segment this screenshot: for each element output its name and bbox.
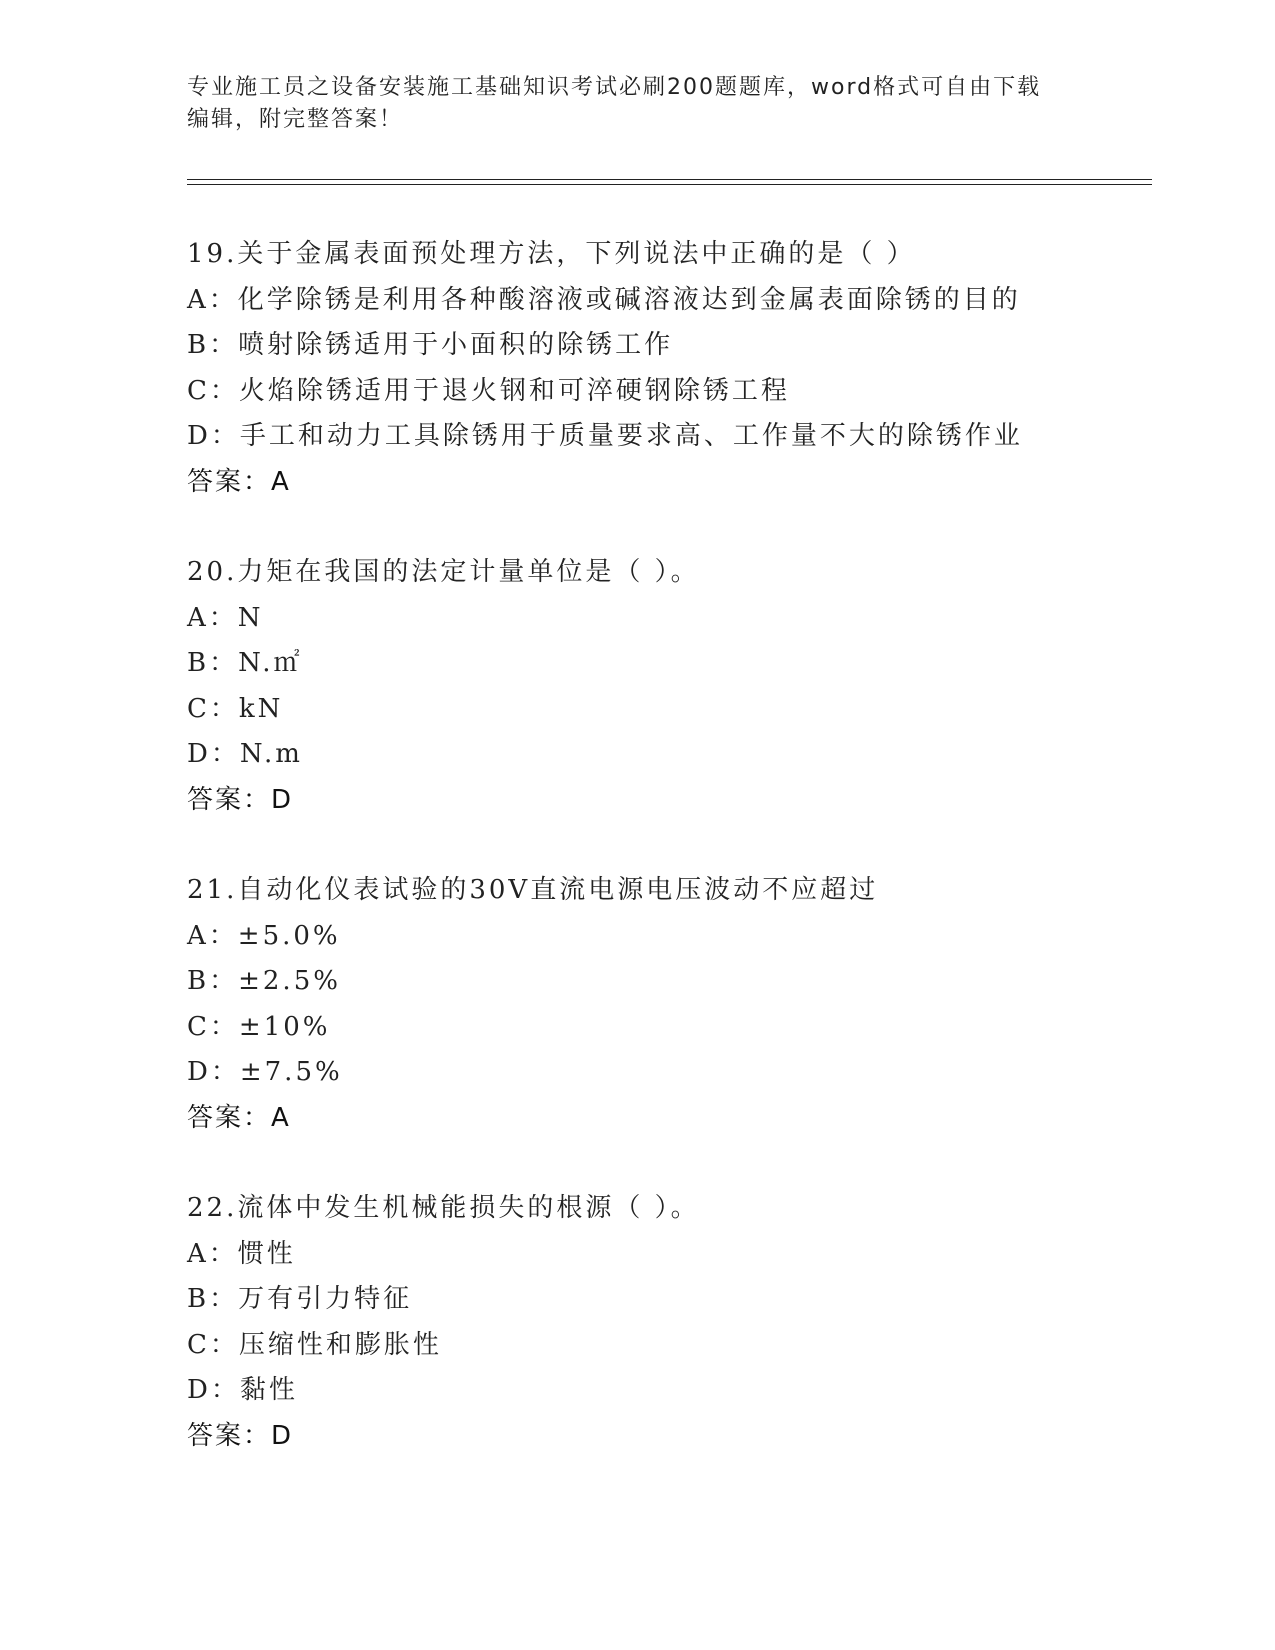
question-stem: 19.关于金属表面预处理方法，下列说法中正确的是（ ） bbox=[187, 239, 916, 269]
question-19 bbox=[187, 232, 1137, 505]
option-label: C： bbox=[187, 1011, 239, 1042]
option-label: A： bbox=[187, 920, 238, 951]
question-21 bbox=[187, 868, 1137, 1141]
option-text: 压缩性和膨胀性 bbox=[238, 1329, 442, 1360]
option-label: A： bbox=[187, 1238, 238, 1269]
option-label: B： bbox=[187, 1284, 239, 1314]
question-22 bbox=[187, 1186, 1137, 1459]
option-text: 万有引力特征 bbox=[238, 1284, 413, 1314]
option-text: ±10% bbox=[238, 1011, 331, 1042]
option-label: D： bbox=[187, 1057, 240, 1087]
question-stem: 22.流体中发生机械能损失的根源（ ）。 bbox=[187, 1193, 700, 1223]
option-text: N.m bbox=[239, 739, 303, 769]
option-text: N bbox=[237, 602, 264, 633]
header-line-2: 编辑，附完整答案！ bbox=[187, 107, 404, 132]
option-c bbox=[187, 1323, 1137, 1369]
option-label: D： bbox=[187, 739, 240, 769]
option-c bbox=[187, 687, 1137, 733]
option-b bbox=[187, 641, 1137, 687]
question-stem: 20.力矩在我国的法定计量单位是（ ）。 bbox=[187, 557, 700, 587]
option-a bbox=[187, 1232, 1137, 1278]
option-text: 黏性 bbox=[239, 1375, 298, 1405]
option-b bbox=[187, 323, 1137, 369]
document-header bbox=[187, 72, 1087, 136]
option-b bbox=[187, 1277, 1137, 1323]
option-text: N.㎡ bbox=[238, 648, 303, 678]
option-label: B： bbox=[187, 648, 239, 678]
option-a bbox=[187, 914, 1137, 960]
header-line-1: 专业施工员之设备安装施工基础知识考试必刷200题题库，word格式可自由下载 bbox=[187, 75, 1042, 100]
option-d bbox=[187, 732, 1137, 778]
option-text: kN bbox=[238, 693, 284, 724]
answer-line: 答案：A bbox=[187, 1102, 291, 1133]
answer-line: 答案：D bbox=[187, 784, 294, 815]
question-stem: 21.自动化仪表试验的30V直流电源电压波动不应超过 bbox=[187, 875, 879, 905]
option-c bbox=[187, 1005, 1137, 1051]
option-a bbox=[187, 278, 1137, 324]
option-text: ±5.0% bbox=[237, 920, 341, 951]
question-20 bbox=[187, 550, 1137, 823]
header-divider-top bbox=[187, 179, 1152, 180]
option-b bbox=[187, 959, 1137, 1005]
option-a bbox=[187, 596, 1137, 642]
option-label: D： bbox=[187, 1375, 240, 1405]
option-text: 化学除锈是利用各种酸溶液或碱溶液达到金属表面除锈的目的 bbox=[237, 284, 1021, 315]
option-text: 火焰除锈适用于退火钢和可淬硬钢除锈工程 bbox=[238, 375, 790, 406]
option-d bbox=[187, 1050, 1137, 1096]
option-text: 喷射除锈适用于小面积的除锈工作 bbox=[238, 330, 674, 360]
answer-line: 答案：D bbox=[187, 1420, 294, 1451]
option-text: ±2.5% bbox=[238, 966, 341, 996]
option-label: A： bbox=[187, 284, 238, 315]
header-divider-bottom bbox=[187, 184, 1152, 185]
option-label: C： bbox=[187, 1329, 239, 1360]
option-text: 手工和动力工具除锈用于质量要求高、工作量不大的除锈作业 bbox=[239, 421, 1023, 451]
option-label: D： bbox=[187, 421, 240, 451]
option-label: B： bbox=[187, 330, 239, 360]
option-text: 惯性 bbox=[237, 1238, 296, 1269]
option-text: ±7.5% bbox=[239, 1057, 343, 1087]
question-list bbox=[187, 232, 1137, 1504]
option-label: C： bbox=[187, 375, 239, 406]
option-label: B： bbox=[187, 966, 239, 996]
option-label: A： bbox=[187, 602, 238, 633]
answer-line: 答案：A bbox=[187, 466, 291, 497]
option-label: C： bbox=[187, 693, 239, 724]
option-c bbox=[187, 369, 1137, 415]
option-d bbox=[187, 1368, 1137, 1414]
option-d bbox=[187, 414, 1137, 460]
